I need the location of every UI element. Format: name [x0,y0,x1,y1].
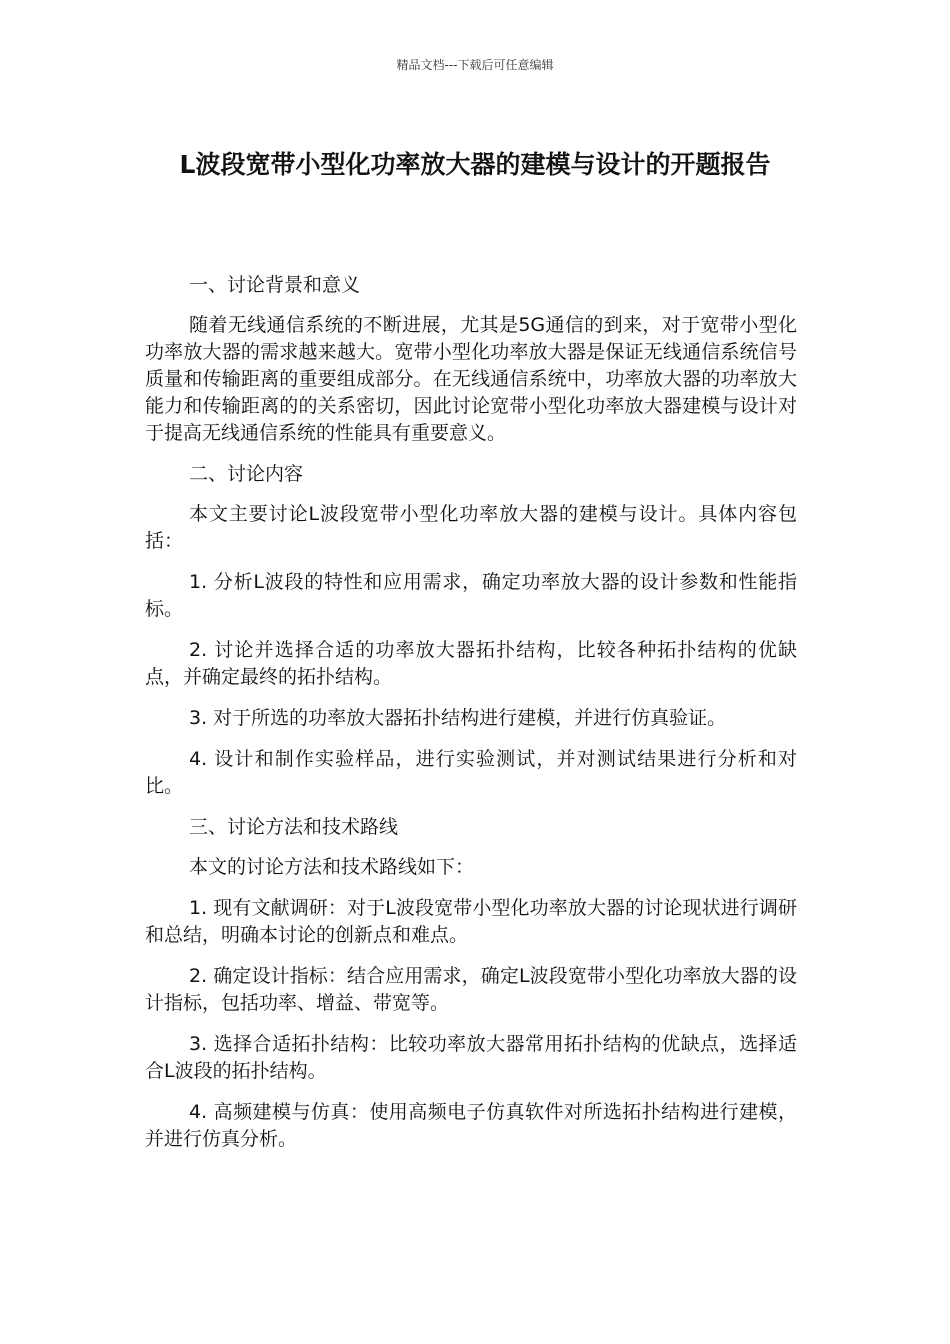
document-body [145,272,797,1167]
paragraph-background: 随着无线通信系统的不断进展，尤其是5G通信的到来，对于宽带小型化功率放大器的需求越来越大。宽带小型化功率放大器是保证无线通信系统信号质量和传输距离的重要组成部分。在无线通信系统中，功率放大器的功率放大能力和传输距离的的关系密切，因此讨论宽带小型化功率放大器建模与设计对于提高无线通信系统的性能具有重要意义。 [145,314,797,444]
section-heading-background: 一、讨论背景和意义 [189,274,361,296]
list-item: 4. 设计和制作实验样品，进行实验测试，并对测试结果进行分析和对比。 [145,748,797,797]
list-item: 2. 确定设计指标：结合应用需求，确定L波段宽带小型化功率放大器的设计指标，包括功率、增益、带宽等。 [145,965,797,1014]
list-item: 3. 选择合适拓扑结构：比较功率放大器常用拓扑结构的优缺点，选择适合L波段的拓扑结构。 [145,1033,797,1082]
list-item: 3. 对于所选的功率放大器拓扑结构进行建模，并进行仿真验证。 [189,707,727,729]
list-item: 1. 分析L波段的特性和应用需求，确定功率放大器的设计参数和性能指标。 [145,571,797,620]
list-item: 2. 讨论并选择合适的功率放大器拓扑结构，比较各种拓扑结构的优缺点，并确定最终的拓扑结构。 [145,639,797,688]
paragraph-content-intro: 本文主要讨论L波段宽带小型化功率放大器的建模与设计。具体内容包括： [145,503,797,552]
paragraph-method-intro: 本文的讨论方法和技术路线如下： [189,856,475,878]
section-heading-content: 二、讨论内容 [189,463,304,485]
document-title: L波段宽带小型化功率放大器的建模与设计的开题报告 [179,150,771,179]
list-item: 4. 高频建模与仿真：使用高频电子仿真软件对所选拓扑结构进行建模，并进行仿真分析。 [145,1101,797,1150]
section-heading-method: 三、讨论方法和技术路线 [189,816,399,838]
header-note: 精品文档---下载后可任意编辑 [396,58,554,72]
list-item: 1. 现有文献调研：对于L波段宽带小型化功率放大器的讨论现状进行调研和总结，明确本讨论的创新点和难点。 [145,897,797,946]
